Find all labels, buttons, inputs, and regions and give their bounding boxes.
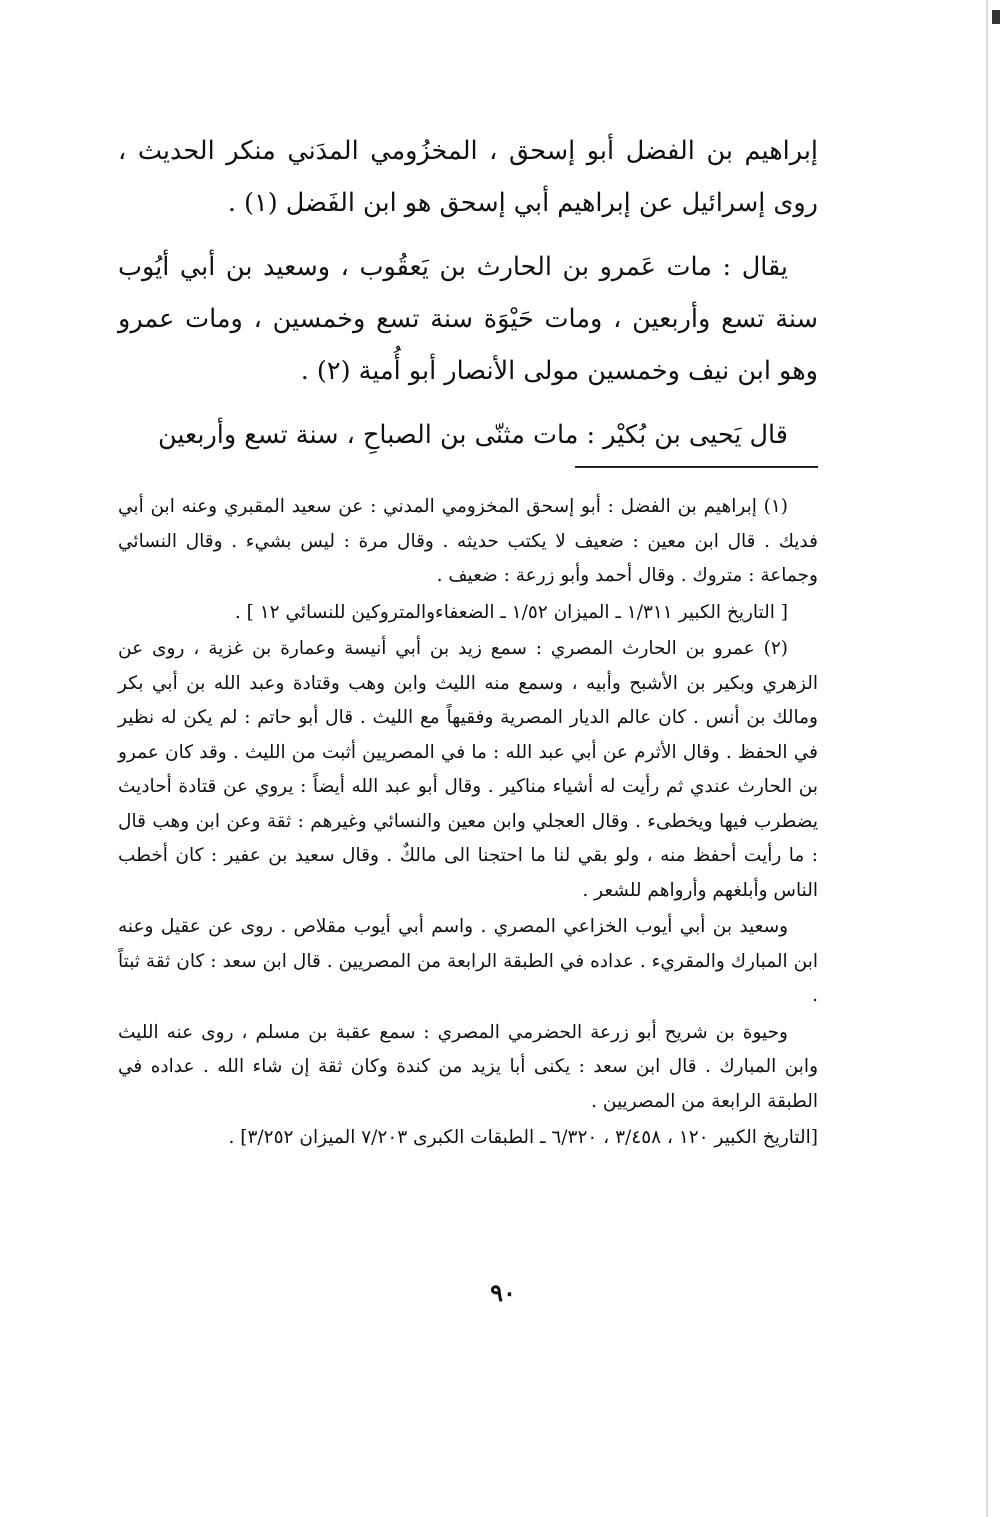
main-text <box>118 125 818 473</box>
footnote: (١) إبراهيم بن الفضل : أبو إسحق المخزومي المدني : عن سعيد المقبري وعنه ابن أبي فديك . قال ابن معين : ضعيف لا يكتب حديثه . وقال مرة : ليس بشيء . وقال النسائي وجماعة : متروك . وقال أحمد وأبو زرعة : ضعيف . <box>118 496 818 586</box>
footnote: (٢) عمرو بن الحارث المصري : سمع زيد بن أبي أنيسة وعمارة بن غزية ، روى عن الزهري وبكير بن الأشبح وأبيه ، وسمع منه الليث وابن وهب وقتادة وعبد الله بن أبي بكر ومالك بن أنس . كان عالم الديار المصرية وفقيهاً مع الليث . قال أبو حاتم : لم يكن له نظير في الحفظ . وقال الأثرم عن أبي عبد الله : ما في المصريين أثبت من الليث . وقد كان عمرو بن الحارث عندي ثم رأيت له أشياء مناكير . وقال أبو عبد الله أيضاً : يروي عن قتادة أحاديث يضطرب فيها ويخطىء . وقال العجلي وابن معين والنسائي وغيرهم : ثقة وعن ابن وهب قال : ما رأيت أحفظ منه ، ولو بقي لنا ما احتجنا الى مالكٌ . وقال سعيد بن عفير : كان أخطب الناس وأبلغهم وأرواهم للشعر . <box>118 638 818 901</box>
main-paragraph: يقال : مات عَمرو بن الحارث بن يَعقُوب ، وسعيد بن أبي أيُوب سنة تسع وأربعين ، ومات حَيْوَة سنة تسع وخمسين ، ومات عمرو وهو ابن نيف وخمسين مولى الأنصار أبو أُمية (٢) . <box>118 252 818 386</box>
footnote-separator <box>575 466 818 468</box>
footnotes <box>118 490 818 1158</box>
main-paragraph: إبراهيم بن الفضل أبو إسحق ، المخزُومي المدَني منكر الحديث ، روى إسرائيل عن إبراهيم أبي إسحق هو ابن الفَضل (١) . <box>118 136 818 218</box>
page-number: ٩٠ <box>490 1278 516 1307</box>
main-paragraph: قال يَحيى بن بُكيْر : مات مثنّى بن الصباحِ ، سنة تسع وأربعين <box>157 420 788 450</box>
footnote-reference: [ التاريخ الكبير ١/٣١١ ـ الميزان ١/٥٢ ـ الضعفاءوالمتروكين للنسائي ١٢ ] . <box>234 601 788 623</box>
footnote-reference: [التاريخ الكبير ١٢٠ ، ٣/٤٥٨ ، ٦/٣٢٠ ـ الطبقات الكبرى ٧/٢٠٣ الميزان ٣/٢٥٢] . <box>228 1127 818 1148</box>
footnote: وحيوة بن شريح أبو زرعة الحضرمي المصري : سمع عقبة بن مسلم ، روى عنه الليث وابن المبارك . قال ابن سعد : يكنى أبا يزيد من كندة وكان ثقة إن شاء الله . عداده في الطبقة الرابعة من المصريين . <box>118 1021 818 1112</box>
scan-mark <box>992 10 1000 24</box>
footnote: وسعيد بن أبي أيوب الخزاعي المصري . واسم أبي أيوب مقلاص . روى عن عقيل وعنه ابن المبارك والمقريء . عداده في الطبقة الرابعة من المصريين . قال ابن سعد : كان ثقة ثبتاً . <box>118 916 818 1006</box>
